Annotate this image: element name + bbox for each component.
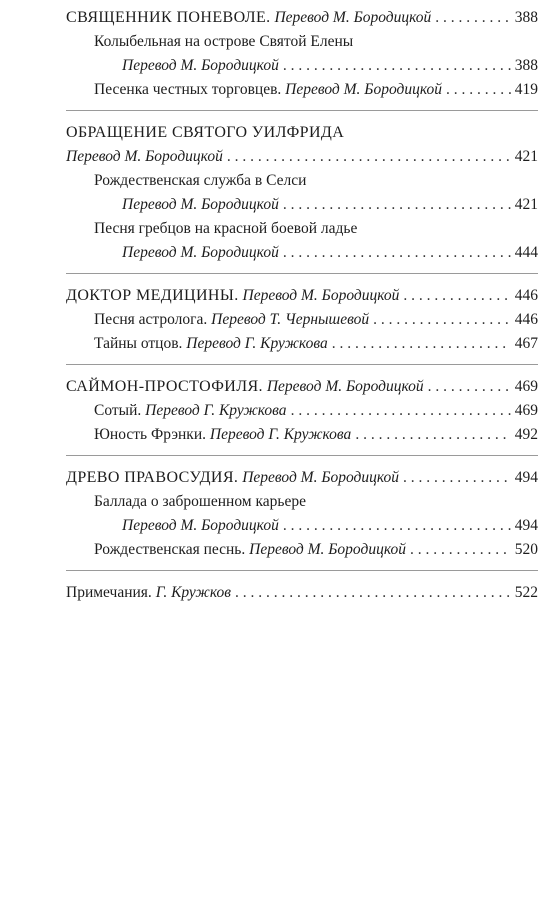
- entry-translator: Перевод М. Бородицкой: [285, 81, 442, 98]
- toc-section: [66, 581, 538, 613]
- page-number: 446: [514, 311, 538, 328]
- toc-line: [66, 399, 538, 423]
- entry-translator: Г. Кружков: [155, 584, 231, 601]
- entry-translator: Перевод М. Бородицкой: [122, 57, 279, 74]
- dot-leader: [403, 466, 511, 490]
- entry-title: Юность Фрэнки.: [94, 426, 206, 443]
- dot-leader: [332, 332, 511, 356]
- dot-leader: [227, 145, 511, 169]
- toc-section: [66, 284, 538, 365]
- toc-line: [66, 423, 538, 447]
- page-number: 469: [514, 402, 538, 419]
- dot-leader: [291, 399, 511, 423]
- entry-translator: Перевод Г. Кружкова: [145, 402, 287, 419]
- entry-translator: Перевод М. Бородицкой: [122, 244, 279, 261]
- toc-line: [66, 145, 538, 169]
- entry-translator: Перевод М. Бородицкой: [249, 541, 406, 558]
- entry-translator: Перевод М. Бородицкой: [266, 378, 424, 395]
- toc-line: [66, 30, 538, 54]
- dot-leader: [428, 375, 511, 399]
- dot-leader: [283, 193, 511, 217]
- entry-translator: Перевод М. Бородицкой: [242, 469, 400, 486]
- page-number: 522: [514, 584, 538, 601]
- entry-title: ДРЕВО ПРАВОСУДИЯ.: [66, 469, 239, 486]
- entry-title: Песня астролога.: [94, 311, 208, 328]
- dot-leader: [283, 241, 511, 265]
- entry-translator: Перевод Т. Чернышевой: [211, 311, 370, 328]
- page-number: 444: [514, 244, 538, 261]
- toc-section: [66, 6, 538, 111]
- toc-line: [66, 78, 538, 102]
- entry-title: Сотый.: [94, 402, 142, 419]
- entry-translator: Перевод Г. Кружкова: [186, 335, 328, 352]
- entry-translator: Перевод М. Бородицкой: [122, 517, 279, 534]
- entry-title: Песня гребцов на красной боевой ладье: [94, 220, 358, 237]
- toc-line: [66, 193, 538, 217]
- page-number: 421: [514, 196, 538, 213]
- dot-leader: [446, 78, 511, 102]
- toc-line: [66, 490, 538, 514]
- entry-title: Песенка честных торговцев.: [94, 81, 282, 98]
- toc-line: [66, 54, 538, 78]
- entry-title: Баллада о заброшенном карьере: [94, 493, 306, 510]
- toc-line: [66, 284, 538, 308]
- dot-leader: [235, 581, 511, 605]
- dot-leader: [435, 6, 510, 30]
- page-number: 421: [514, 148, 538, 165]
- dot-leader: [355, 423, 510, 447]
- page-number: 388: [514, 9, 538, 26]
- entry-translator: Перевод М. Бородицкой: [242, 287, 400, 304]
- dot-leader: [403, 284, 510, 308]
- toc-line: [66, 538, 538, 562]
- entry-title: САЙМОН-ПРОСТОФИЛЯ.: [66, 378, 263, 395]
- page-number: 467: [514, 335, 538, 352]
- page-number: 446: [514, 287, 538, 304]
- page-number: 469: [514, 378, 538, 395]
- page-number: 388: [514, 57, 538, 74]
- toc-line: [66, 308, 538, 332]
- page-number: 494: [514, 517, 538, 534]
- dot-leader: [373, 308, 511, 332]
- dot-leader: [283, 54, 511, 78]
- toc-line: [66, 217, 538, 241]
- entry-title: Тайны отцов.: [94, 335, 183, 352]
- toc-line: [66, 375, 538, 399]
- entry-translator: Перевод М. Бородицкой: [122, 196, 279, 213]
- toc-section: [66, 375, 538, 456]
- toc-line: [66, 6, 538, 30]
- toc-line: [66, 466, 538, 490]
- page-number: 520: [514, 541, 538, 558]
- entry-title: Рождественская песнь.: [94, 541, 246, 558]
- toc-line: [66, 241, 538, 265]
- entry-translator: Перевод Г. Кружкова: [209, 426, 352, 443]
- toc-line: [66, 581, 538, 605]
- entry-title: ДОКТОР МЕДИЦИНЫ.: [66, 287, 239, 304]
- page-number: 492: [514, 426, 538, 443]
- entry-title: СВЯЩЕННИК ПОНЕВОЛЕ.: [66, 9, 271, 26]
- entry-translator: Перевод М. Бородицкой: [274, 9, 432, 26]
- toc-line: [66, 121, 538, 145]
- toc-line: [66, 514, 538, 538]
- entry-title: Примечания.: [66, 584, 152, 601]
- page-number: 494: [514, 469, 538, 486]
- toc-line: [66, 332, 538, 356]
- entry-title: ОБРАЩЕНИЕ СВЯТОГО УИЛФРИДА: [66, 124, 345, 141]
- dot-leader: [283, 514, 511, 538]
- toc-line: [66, 169, 538, 193]
- entry-translator: Перевод М. Бородицкой: [66, 148, 223, 165]
- table-of-contents: [66, 6, 538, 623]
- toc-section: [66, 121, 538, 274]
- entry-title: Колыбельная на острове Святой Елены: [94, 33, 354, 50]
- page-number: 419: [514, 81, 538, 98]
- toc-section: [66, 466, 538, 571]
- dot-leader: [410, 538, 511, 562]
- entry-title: Рождественская служба в Селси: [94, 172, 307, 189]
